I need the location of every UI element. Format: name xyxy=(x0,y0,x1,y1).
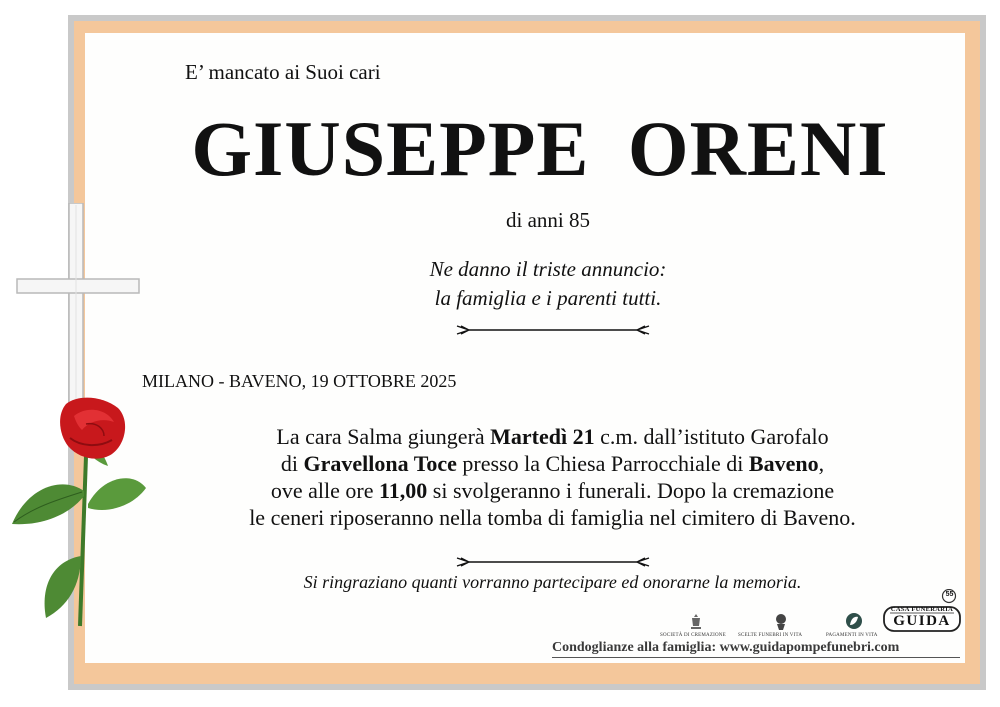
lion-icon xyxy=(772,612,790,632)
intro-text: E’ mancato ai Suoi cari xyxy=(185,60,381,84)
guida-subtitle: CASA FUNERARIA xyxy=(890,606,954,613)
funeral-line-4: le ceneri riposeranno nella tomba di famiglia nel cimitero di Baveno. xyxy=(249,505,856,530)
thanks-text: Si ringraziano quanti vorranno partecipare ed onorarne la memoria. xyxy=(303,572,802,592)
age-text: di anni 85 xyxy=(506,208,590,232)
urn-icon xyxy=(686,612,706,632)
condolences-link[interactable]: Condoglianze alla famiglia: www.guidapompefunebri.com xyxy=(552,640,900,655)
deceased-name: GIUSEPPE ORENI xyxy=(191,105,889,192)
ornamental-divider-top xyxy=(455,323,651,337)
announcement xyxy=(0,255,1000,313)
announcement-line-1: Ne danno il triste annuncio: xyxy=(429,257,667,281)
guida-logo xyxy=(882,589,962,635)
guida-name: GUIDA xyxy=(893,613,951,629)
funeral-line-3: ove alle ore 11,00 si svolgeranno i funerali. Dopo la cremazione xyxy=(270,478,835,503)
funeral-line-2: di Gravellona Toce presso la Chiesa Parrocchiale di Baveno, xyxy=(280,451,825,476)
leaf-icon xyxy=(845,612,863,630)
funeral-details xyxy=(0,423,1000,531)
condolences-underline xyxy=(552,657,960,658)
logo-caption-cremation: SOCIETÀ DI CREMAZIONE xyxy=(660,633,726,638)
guida-badge: 55 xyxy=(945,591,954,598)
place-date: MILANO - BAVENO, 19 OTTOBRE 2025 xyxy=(142,371,457,391)
ornamental-divider-bottom xyxy=(455,555,651,569)
funeral-line-1: La cara Salma giungerà Martedì 21 c.m. dall’istituto Garofalo xyxy=(276,424,829,449)
logo-caption-pagamenti: PAGAMENTI IN VITA xyxy=(826,633,878,638)
announcement-line-2: la famiglia e i parenti tutti. xyxy=(434,286,662,310)
logo-caption-scelte: SCELTE FUNEBRI IN VITA xyxy=(738,633,803,638)
